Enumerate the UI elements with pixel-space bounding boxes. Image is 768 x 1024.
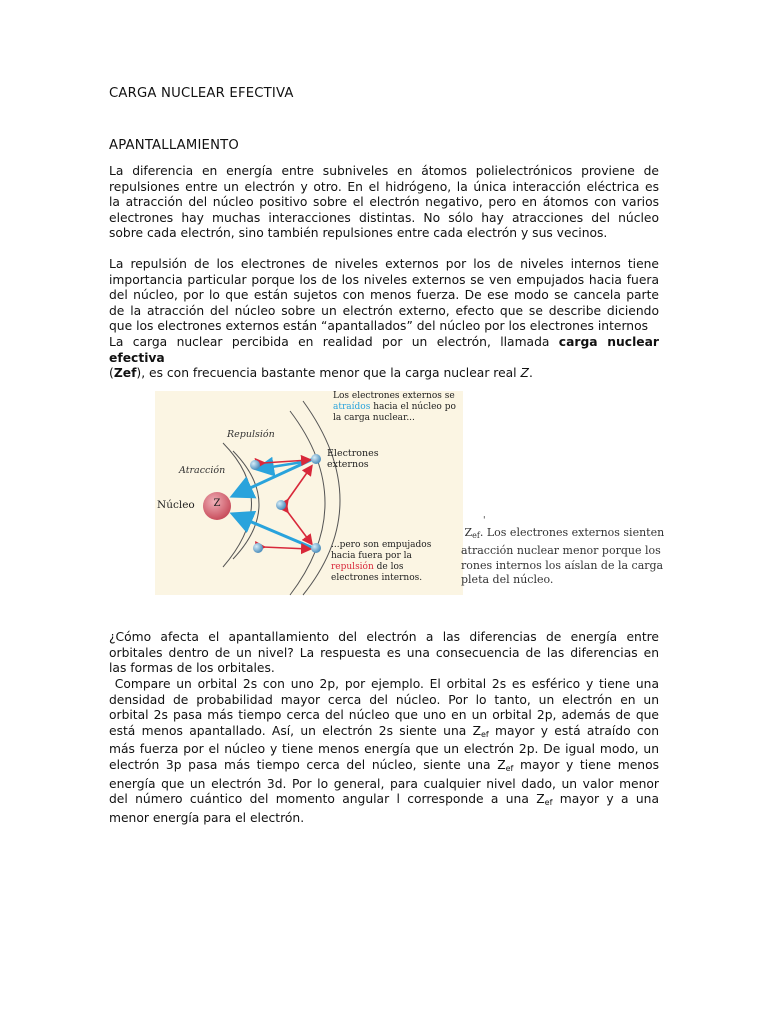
text-line: Compare un orbital 2s con uno 2p, por ejemplo. El orbital 2s es esférico y tiene una <box>109 677 659 691</box>
text-line: sobre cada electrón, sino también repulsiones entre cada electrón y sus vecinos. <box>109 226 608 241</box>
text-line: la atracción del núcleo positivo sobre el electrón negativo, pero en átomos con varios <box>109 195 659 210</box>
text-run: Los electrones externos sienten <box>486 526 665 539</box>
text-line: importancia particular porque los de los niveles externos se ven empujados hacia fuera <box>109 272 659 287</box>
repulsion-arrow <box>287 467 311 501</box>
electron <box>276 500 286 510</box>
figure-caption <box>461 516 665 588</box>
text-line: que los electrones externos están “apantallados” del núcleo por los electrones internos <box>109 319 649 334</box>
text-run: ), es con frecuencia bastante menor que la carga nuclear real <box>136 366 517 381</box>
text-line: energía que un electrón 3d. Por lo general, para cualquier nivel dado, un valor menor <box>109 776 659 791</box>
caption-line: pleta del núcleo. <box>461 573 554 587</box>
paragraph-2 <box>109 257 659 382</box>
highlight-word: atraídos <box>333 402 371 412</box>
label-line: Electrones <box>327 448 379 459</box>
text-run: hacia el núcleo po <box>373 402 456 412</box>
text-line: La diferencia en energía entre subniveles en átomos polielectrónicos proviene de <box>109 164 659 178</box>
electron <box>253 543 263 553</box>
text-line: más fuerza por el núcleo y tiene menos energía que un electrón 2p. De igual modo, un <box>109 742 659 757</box>
annotation-line: la carga nuclear... <box>333 413 415 423</box>
text-line: de la atracción del núcleo sobre un electrón externo, efecto que se describe diciendo <box>109 303 659 318</box>
figure-panel <box>155 391 463 595</box>
text-line: menor energía para el electrón. <box>109 810 305 825</box>
bold-term: efectiva <box>109 350 165 365</box>
text-run: está menos apantallado. Así, un electrón 2s siente una Z <box>109 723 481 738</box>
bottom-annotation <box>331 540 431 584</box>
annotation-line: electrones internos. <box>331 573 423 583</box>
text-line <box>109 351 659 367</box>
text-line <box>109 758 659 777</box>
paragraph-1 <box>109 164 659 242</box>
text-line <box>109 366 659 382</box>
electron <box>311 454 321 464</box>
text-run: mayor y tiene menos <box>513 757 659 772</box>
nucleus-caption: Núcleo <box>157 499 195 511</box>
caption-z: Z <box>464 526 473 539</box>
paragraph-4 <box>109 677 659 826</box>
document-title: CARGA NUCLEAR EFECTIVA <box>109 86 294 101</box>
annotation-line: ...pero son empujados <box>331 540 432 550</box>
text-line: electrones hay muchas interacciones distintas. No sólo hay atracciones del núcleo <box>109 210 659 225</box>
repulsion-label: Repulsión <box>227 429 275 440</box>
text-line <box>109 335 659 351</box>
paragraph-3 <box>109 630 659 677</box>
subscript: ef <box>544 798 553 808</box>
caption-line: atracción nuclear menor porque los <box>461 543 661 557</box>
caption-mark: ' <box>483 516 486 526</box>
caption-line: $Z_{ef}$. Los electrones externos sienten <box>464 526 665 540</box>
text-line: ¿Cómo afecta el apantallamiento del electrón a las diferencias de energía entre <box>109 630 659 644</box>
text-run: mayor y a una <box>552 792 659 807</box>
text-line <box>109 792 659 811</box>
subscript: ef <box>481 729 489 739</box>
shielding-figure <box>155 391 665 595</box>
subscript: ef <box>472 531 480 540</box>
italic-z: Z <box>520 366 529 381</box>
electron <box>250 460 260 470</box>
text-line: del núcleo, por lo que están sujetos con menos fuerza. De ese modo se cancela parte <box>109 288 659 303</box>
highlight-word: repulsión <box>331 562 374 572</box>
outer-shell-arc <box>290 411 325 595</box>
text-run: del número cuántico del momento angular l corresponde a una Z <box>109 792 545 807</box>
annotation-line <box>331 562 431 573</box>
text-line: orbitales dentro de un nivel? La respuesta es una consecuencia de las diferencias en <box>109 645 659 660</box>
text-line: densidad de probabilidad mayor cerca del núcleo. Por lo tanto, un electrón en un <box>109 692 659 707</box>
text-line: repulsiones entre un electrón y otro. En el hidrógeno, la única interacción eléctrica es <box>109 179 659 194</box>
bold-symbol-zef: Zef <box>113 366 137 381</box>
top-annotation <box>333 391 456 424</box>
subscript: ef <box>505 763 514 773</box>
text-run: electrón 3p pasa más tiempo cerca del núcleo, siente una Z <box>109 757 506 772</box>
attraction-arrow <box>235 515 313 548</box>
electron <box>311 543 321 553</box>
section-heading: APANTALLAMIENTO <box>109 138 239 153</box>
annotation-line: hacia fuera por la <box>331 551 412 561</box>
repulsion-arrow <box>263 547 309 549</box>
text-line: las formas de los orbitales. <box>109 661 275 676</box>
caption-line: rones internos los aíslan de la carga <box>461 558 664 572</box>
text-run: mayor y está atraído con <box>488 723 659 738</box>
annotation-line: Los electrones externos se <box>333 391 455 401</box>
nucleus-label: Z <box>213 498 221 509</box>
label-line: externos <box>327 459 369 470</box>
text-run: de los <box>376 562 404 572</box>
bold-term: carga nuclear <box>558 334 659 349</box>
attraction-label: Atracción <box>179 465 226 476</box>
text-line: orbital 2s pasa más tiempo cerca del núcleo que uno en un orbital 2p, además de que <box>109 708 659 723</box>
text-run: La carga nuclear percibida en realidad por un electrón, llamada <box>109 334 550 349</box>
annotation-line <box>333 402 456 413</box>
text-line: La repulsión de los electrones de niveles externos por los de niveles internos tiene <box>109 257 659 271</box>
text-run: ( <box>109 366 114 381</box>
text-line <box>109 724 659 743</box>
text-run: . <box>528 366 533 381</box>
outer-electrons-label <box>327 448 379 470</box>
